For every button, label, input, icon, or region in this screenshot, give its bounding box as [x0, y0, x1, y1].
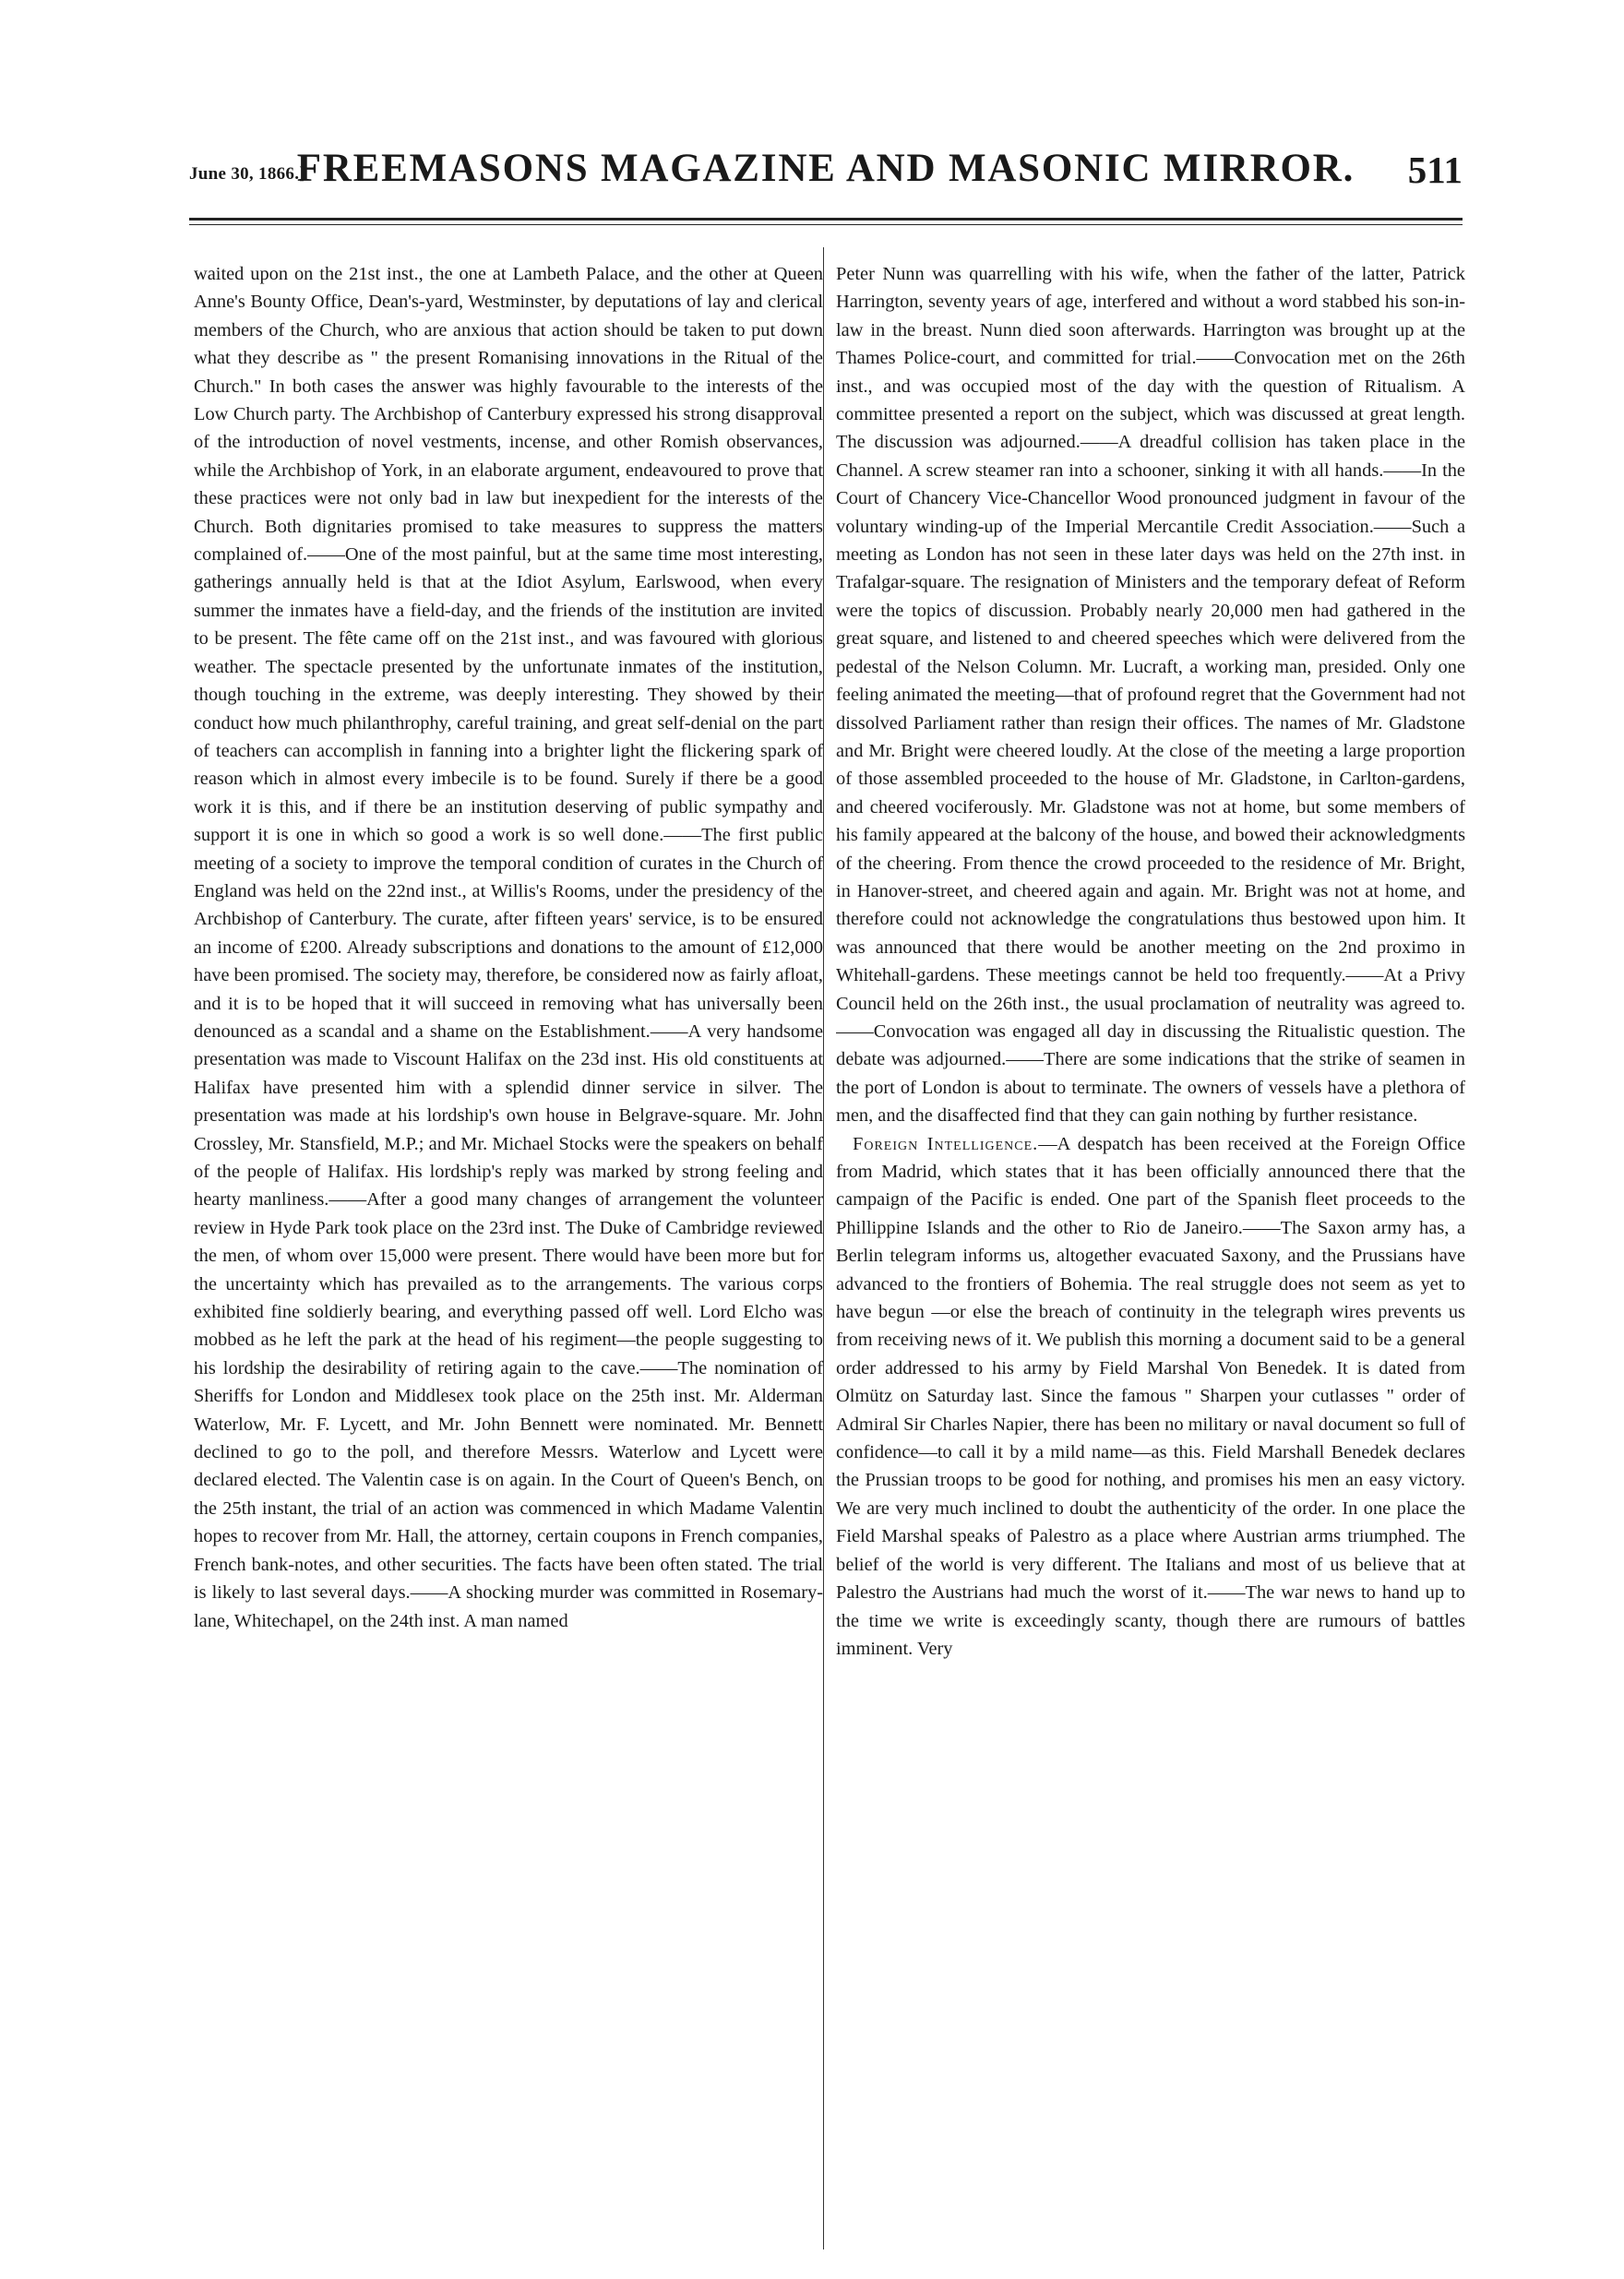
- foreign-intelligence-text: —A despatch has been received at the Foreign Office from Madrid, which states that it has been officially announced there that the campaign of the Pacific is ended. One part of the Spanish fleet proceeds to the Phillippine Islands and the other to Rio de Janeiro.——The Saxon army has, a Berlin telegram informs us, altogether evacuated Saxony, and the Prussians have advanced to the frontiers of Bohemia. The real struggle does not seem as yet to have begun —or else the breach of continuity in the telegraph wires prevents us from receiving news of it. We publish this morning a document said to be a general order addressed to his army by Field Marshal Von Benedek. It is dated from Olmütz on Saturday last. Since the famous " Sharpen your cutlasses " order of Admiral Sir Charles Napier, there has been no military or naval document so full of confidence—to call it by a mild name—as this. Field Marshall Benedek declares the Prussian troops to be good for nothing, and promises his men an easy victory. We are very much inclined to doubt the authenticity of the order. In one place the Field Marshal speaks of Palestro as a place where Austrian arms triumphed. The belief of the world is very different. The Italians and most of us believe that at Palestro the Austrians had much the worst of it.——The war news to hand up to the time we write is exceedingly scanty, though there are rumours of battles imminent. Very: [836, 1133, 1465, 1659]
- column-divider: [823, 247, 824, 2249]
- foreign-intelligence-heading: Foreign Intelligence.: [853, 1133, 1039, 1154]
- right-column: [836, 260, 1465, 2253]
- foreign-intelligence-paragraph: [836, 1130, 1465, 1664]
- header-rule-thick: [189, 218, 1463, 221]
- page-number: 511: [1407, 149, 1463, 191]
- magazine-title: FREEMASONS MAGAZINE AND MASONIC MIRROR.: [296, 147, 1355, 190]
- issue-date: June 30, 1866.]: [189, 164, 305, 184]
- left-column-paragraph: waited upon on the 21st inst., the one at Lambeth Palace, and the other at Queen Anne's Bounty Office, Dean's-yard, Westminster, by deputations of lay and clerical members of the Church, who are anxious that action should be taken to put down what they describe as " the present Romanising innovations in the Ritual of the Church." In both cases the answer was highly favourable to the interests of the Low Church party. The Archbishop of Canterbury expressed his strong disapproval of the introduction of novel vestments, incense, and other Romish observances, while the Archbishop of York, in an elaborate argument, endeavoured to prove that these practices were not only bad in law but inexpedient for the interests of the Church. Both dignitaries promised to take measures to suppress the matters complained of.——One of the most painful, but at the same time most interesting, gatherings annually held is that at the Idiot Asylum, Earlswood, when every summer the inmates have a field-day, and the friends of the institution are invited to be present. The fête came off on the 21st inst., and was favoured with glorious weather. The spectacle presented by the unfortunate inmates of the institution, though touching in the extreme, was deeply interesting. They showed by their conduct how much philanthrophy, careful training, and great self-denial on the part of teachers can accomplish in fanning into a brighter light the flickering spark of reason which in almost every imbecile is to be found. Surely if there be a good work it is this, and if there be an institution deserving of public sympathy and support it is one in which so good a work is so well done.——The first public meeting of a society to improve the temporal condition of curates in the Church of England was held on the 22nd inst., at Willis's Rooms, under the presidency of the Archbishop of Canterbury. The curate, after fifteen years' service, is to be ensured an income of £200. Already subscriptions and donations to the amount of £12,000 have been promised. The society may, therefore, be considered now as fairly afloat, and it is to be hoped that it will succeed in removing what has universally been denounced as a scandal and a shame on the Establishment.——A very handsome presentation was made to Viscount Halifax on the 23d inst. His old constituents at Halifax have presented him with a splendid dinner service in silver. The presentation was made at his lordship's own house in Belgrave-square. Mr. John Crossley, Mr. Stansfield, M.P.; and Mr. Michael Stocks were the speakers on behalf of the people of Halifax. His lordship's reply was marked by strong feeling and hearty manliness.——After a good many changes of arrangement the volunteer review in Hyde Park took place on the 23rd inst. The Duke of Cambridge reviewed the men, of whom over 15,000 were present. There would have been more but for the uncertainty which has prevailed as to the arrangements. The various corps exhibited fine soldierly bearing, and everything passed off well. Lord Elcho was mobbed as he left the park at the head of his regiment—the people suggesting to his lordship the desirability of retiring again to the cave.——The nomination of Sheriffs for London and Middlesex took place on the 25th inst. Mr. Alderman Waterlow, Mr. F. Lycett, and Mr. John Bennett were nominated. Mr. Bennett declined to go to the poll, and therefore Messrs. Waterlow and Lycett were declared elected. The Valentin case is on again. In the Court of Queen's Bench, on the 25th instant, the trial of an action was commenced in which Madame Valentin hopes to recover from Mr. Hall, the attorney, certain coupons in French companies, French bank-notes, and other securities. The facts have been often stated. The trial is likely to last several days.——A shocking murder was committed in Rosemary-lane, Whitechapel, on the 24th inst. A man named: [194, 264, 823, 1631]
- page-header: [189, 127, 1463, 192]
- right-column-paragraph: Peter Nunn was quarrelling with his wife, when the father of the latter, Patrick Harrington, seventy years of age, interfered and without a word stabbed his son-in-law in the breast. Nunn died soon afterwards. Harrington was brought up at the Thames Police-court, and committed for trial.——Convocation met on the 26th inst., and was occupied most of the day with the question of Ritualism. A committee presented a report on the subject, which was discussed at great length. The discussion was adjourned.——A dreadful collision has taken place in the Channel. A screw steamer ran into a schooner, sinking it with all hands.——In the Court of Chancery Vice-Chancellor Wood pronounced judgment in favour of the voluntary winding-up of the Imperial Mercantile Credit Association.——Such a meeting as London has not seen in these later days was held on the 27th inst. in Trafalgar-square. The resignation of Ministers and the temporary defeat of Reform were the topics of discussion. Probably nearly 20,000 men had gathered in the great square, and listened to and cheered speeches which were delivered from the pedestal of the Nelson Column. Mr. Lucraft, a working man, presided. Only one feeling animated the meeting—that of profound regret that the Government had not dissolved Parliament rather than resign their offices. The names of Mr. Gladstone and Mr. Bright were cheered loudly. At the close of the meeting a large proportion of those assembled proceeded to the house of Mr. Gladstone, in Carlton-gardens, and cheered vociferously. Mr. Gladstone was not at home, but some members of his family appeared at the balcony of the house, and bowed their acknowledgments of the cheering. From thence the crowd proceeded to the residence of Mr. Bright, in Hanover-street, and cheered again and again. Mr. Bright was not at home, and therefore could not acknowledge the congratulations thus bestowed upon him. It was announced that there would be another meeting on the 2nd proximo in Whitehall-gardens. These meetings cannot be held too frequently.——At a Privy Council held on the 26th inst., the usual proclamation of neutrality was agreed to.——Convocation was engaged all day in discussing the Ritualistic question. The debate was adjourned.——There are some indications that the strike of seamen in the port of London is about to terminate. The owners of vessels have a plethora of men, and the disaffected find that they can gain nothing by further resistance.: [836, 264, 1465, 1127]
- header-rule-thin: [189, 224, 1463, 225]
- left-column: [194, 260, 823, 2253]
